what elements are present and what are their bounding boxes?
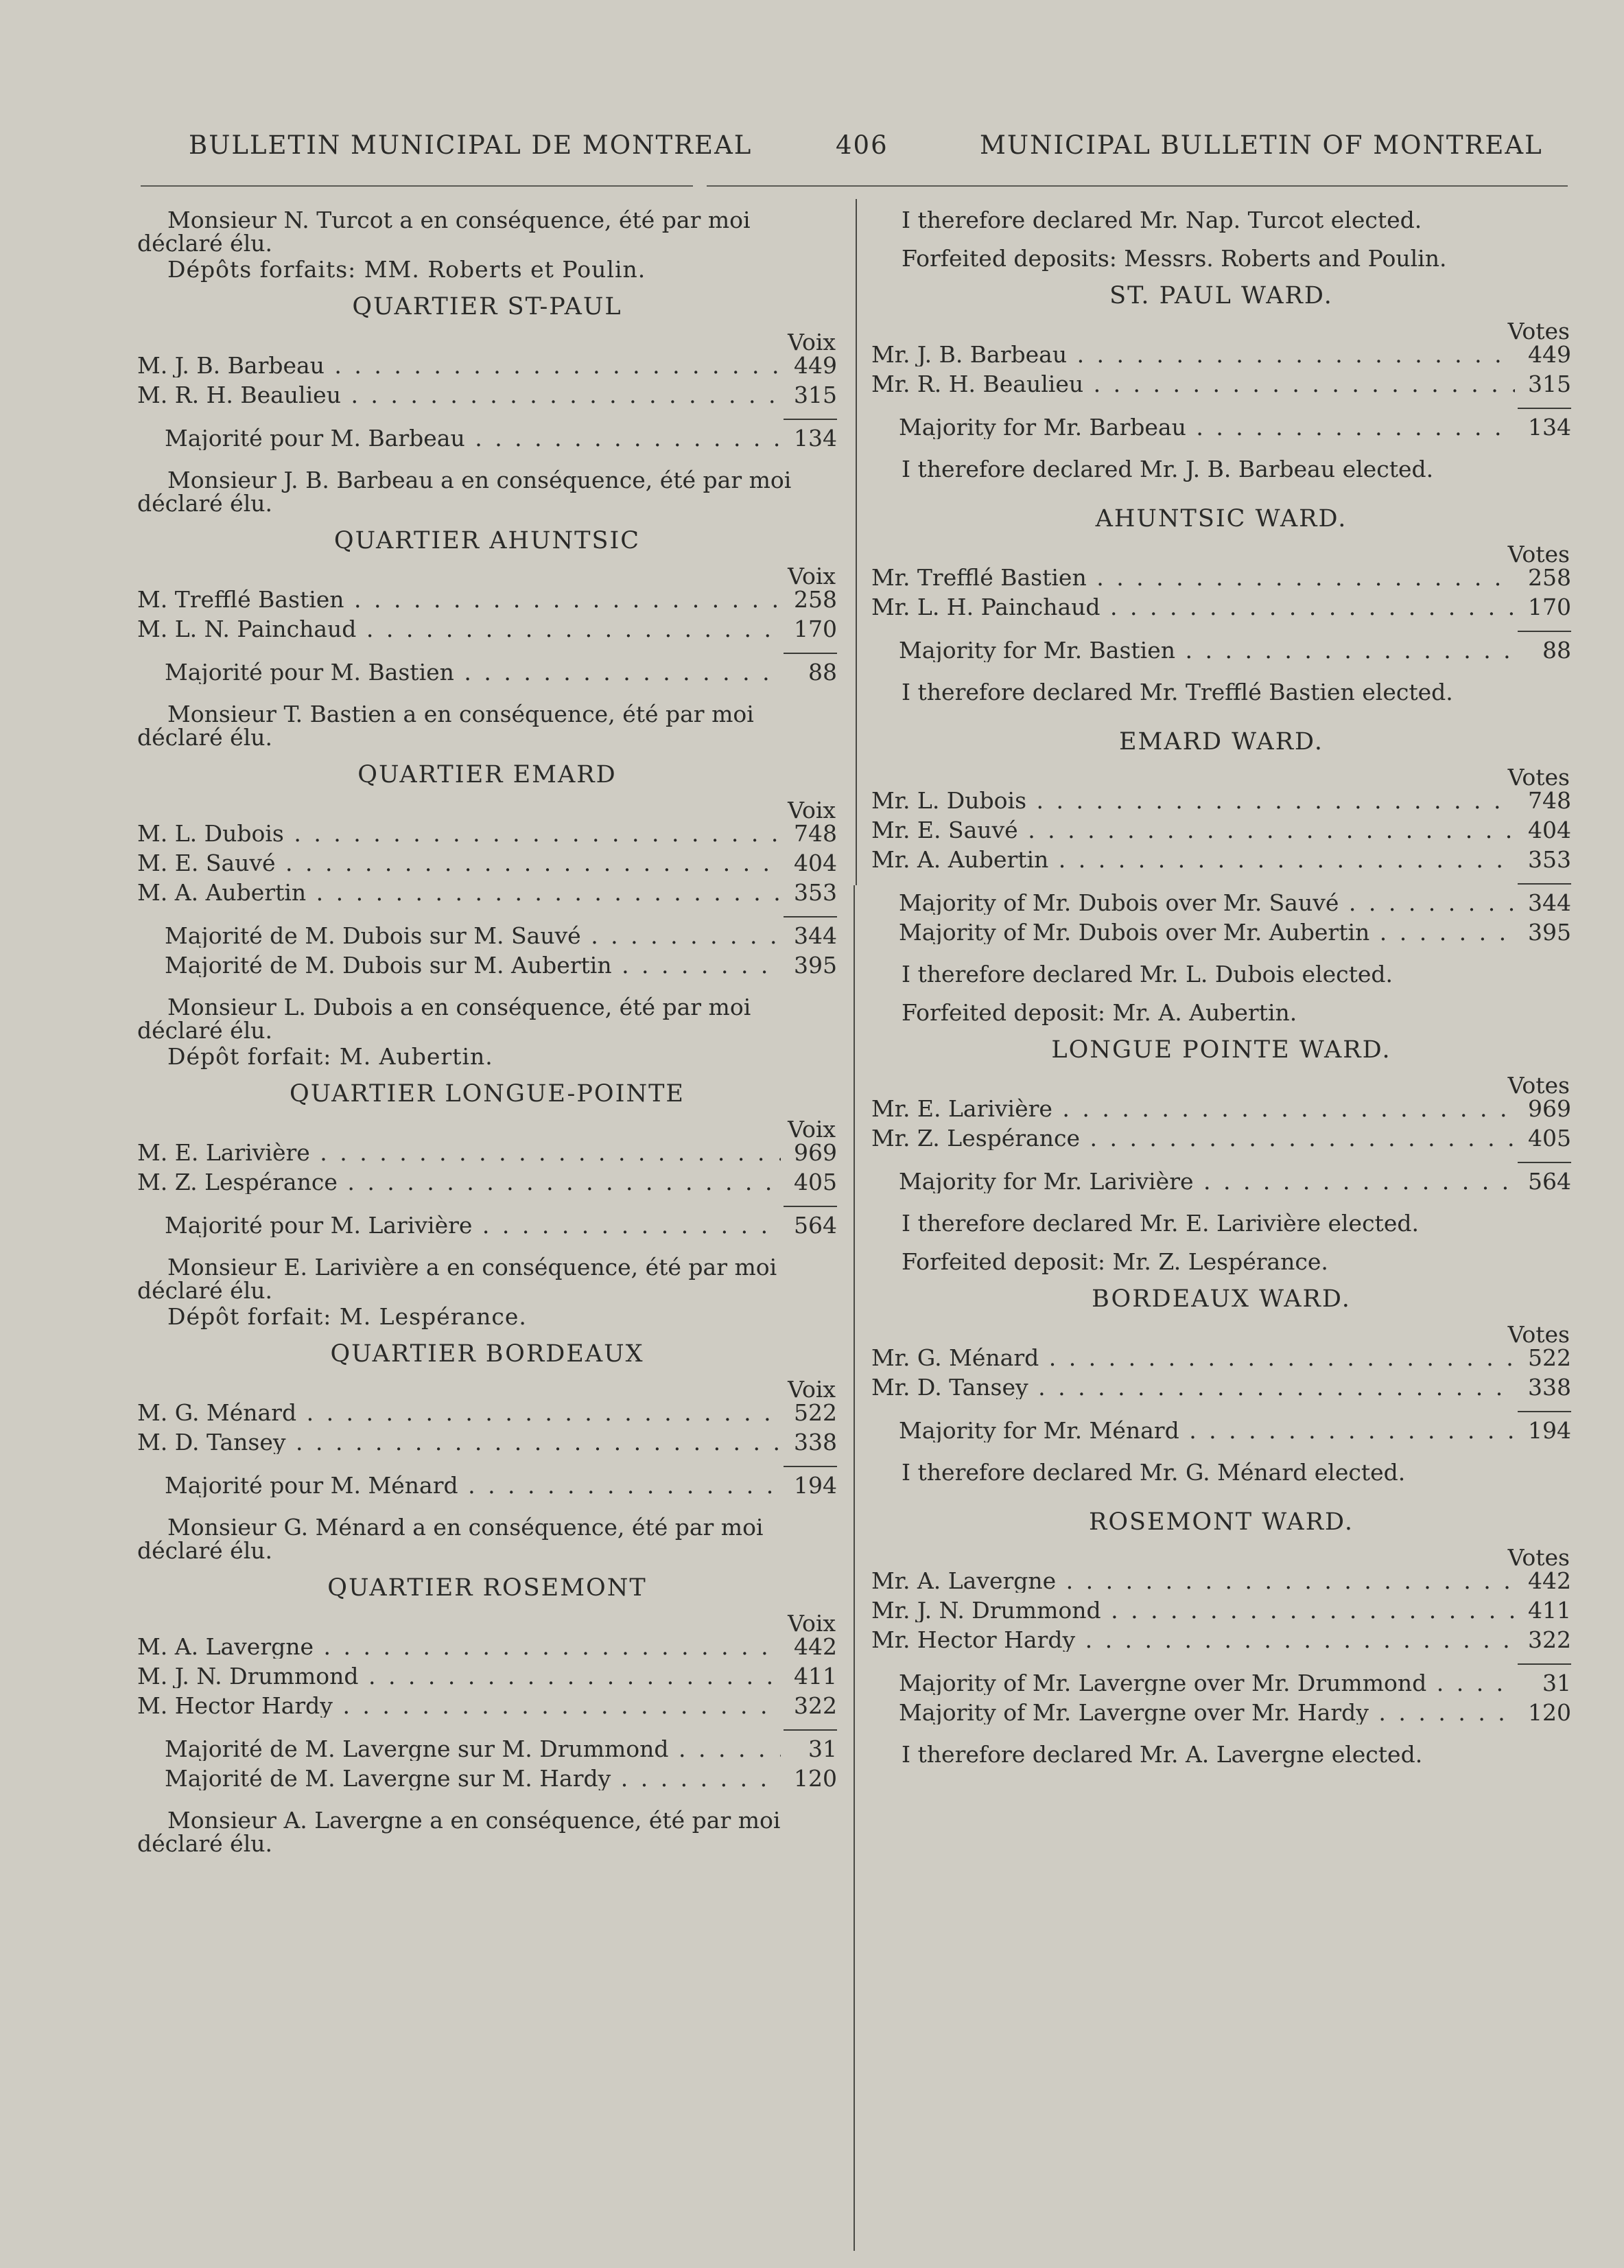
sum-rule — [1518, 1162, 1571, 1163]
ward-title: QUARTIER ST-PAUL — [352, 293, 622, 320]
candidate-votes: 411 — [794, 1663, 837, 1690]
majority-label: Majorité pour M. Bastien . . . — [165, 661, 781, 684]
ward-title: ST. PAUL WARD. — [1109, 282, 1333, 309]
candidate-row — [871, 596, 1571, 625]
majority-row — [137, 661, 837, 690]
candidate-name: M. L. Dubois . . . — [137, 822, 781, 845]
majority-row — [137, 1474, 837, 1504]
declaration: Monsieur L. Dubois a en conséquence, été par moi déclaré élu. — [137, 994, 751, 1044]
candidate-name: M. Hector Hardy . . . — [137, 1694, 781, 1718]
declaration: I therefore declared Mr. A. Lavergne elected. — [902, 1741, 1423, 1768]
majority-label: Majorité de M. Lavergne sur M. Hardy . . . — [165, 1767, 781, 1790]
declaration: Monsieur E. Larivière a en conséquence, été par moi déclaré élu. — [137, 1254, 777, 1304]
candidate-row — [871, 1569, 1571, 1599]
ward-title: BORDEAUX WARD. — [1092, 1285, 1351, 1313]
votes-header: Voix — [788, 1116, 836, 1143]
candidate-votes: 315 — [794, 382, 837, 408]
candidate-row — [137, 354, 837, 384]
votes-header: Voix — [788, 797, 836, 823]
majority-value: 194 — [1528, 1417, 1571, 1444]
majority-value: 120 — [1528, 1699, 1571, 1726]
majority-value: 88 — [1542, 637, 1571, 664]
majority-label: Majorité pour M. Larivière . . . — [165, 1214, 781, 1237]
majority-row — [137, 1735, 837, 1767]
header-rule-right — [707, 185, 1568, 187]
candidate-name: M. R. H. Beaulieu . . . — [137, 384, 781, 407]
candidate-votes: 405 — [1528, 1125, 1571, 1151]
column-divider-bottom — [854, 885, 855, 2251]
ward-section — [137, 295, 837, 515]
candidate-name: M. A. Lavergne . . . — [137, 1635, 781, 1659]
declaration: I therefore declared Mr. J. B. Barbeau elected. — [902, 456, 1434, 482]
declaration: Monsieur J. B. Barbeau a en conséquence, été par moi déclaré élu. — [137, 467, 792, 517]
candidate-name: M. E. Sauvé . . . — [137, 852, 781, 875]
intro-declaration: I therefore declared Mr. Nap. Turcot elected. — [902, 207, 1422, 233]
ward-title: QUARTIER BORDEAUX — [330, 1340, 644, 1368]
declaration: Monsieur T. Bastien a en conséquence, été par moi déclaré élu. — [137, 701, 754, 751]
ward-section — [137, 529, 837, 749]
majority-value: 31 — [1542, 1670, 1571, 1696]
candidate-votes: 449 — [794, 352, 837, 379]
candidate-votes: 338 — [1528, 1374, 1571, 1401]
ward-section — [871, 1287, 1571, 1497]
candidate-name: M. L. N. Painchaud . . . — [137, 618, 781, 641]
candidate-name: Mr. Z. Lespérance . . . — [871, 1127, 1515, 1150]
candidate-row — [871, 848, 1571, 878]
candidate-row — [871, 1097, 1571, 1127]
candidate-name: Mr. A. Lavergne . . . — [871, 1569, 1515, 1593]
votes-header: Votes — [1507, 1072, 1570, 1099]
page-number: 406 — [836, 130, 889, 160]
ward-section — [137, 1342, 837, 1563]
sum-rule — [1518, 631, 1571, 632]
ward-section — [871, 730, 1571, 1025]
majority-row — [871, 891, 1571, 921]
votes-header: Votes — [1507, 1321, 1570, 1348]
candidate-name: M. Trefflé Bastien . . . — [137, 588, 781, 611]
candidate-row — [871, 343, 1571, 373]
candidate-votes: 322 — [1528, 1626, 1571, 1653]
candidate-row — [137, 1431, 837, 1460]
candidate-row — [137, 1694, 837, 1724]
candidate-row — [137, 1635, 837, 1665]
majority-value: 88 — [808, 659, 837, 686]
majority-value: 134 — [794, 425, 837, 452]
candidate-votes: 170 — [1528, 594, 1571, 620]
candidate-name: M. J. B. Barbeau . . . — [137, 354, 781, 377]
candidate-row — [871, 566, 1571, 596]
candidate-row — [137, 1665, 837, 1694]
majority-label: Majority of Mr. Dubois over Mr. Sauvé . . . — [899, 891, 1515, 915]
majority-label: Majority for Mr. Ménard . . . — [899, 1419, 1515, 1442]
candidate-name: Mr. D. Tansey . . . — [871, 1376, 1515, 1399]
candidate-name: M. Z. Lespérance . . . — [137, 1171, 781, 1194]
sum-rule — [784, 1466, 837, 1467]
majority-value: 344 — [1528, 889, 1571, 916]
majority-value: 194 — [794, 1472, 837, 1499]
votes-header: Votes — [1507, 541, 1570, 568]
candidate-name: Mr. Hector Hardy . . . — [871, 1628, 1515, 1652]
ward-section — [871, 507, 1571, 716]
column-divider-top — [856, 199, 857, 885]
majority-value: 134 — [1528, 414, 1571, 441]
candidate-votes: 338 — [794, 1429, 837, 1456]
majority-value: 31 — [808, 1735, 837, 1762]
votes-header: Votes — [1507, 764, 1570, 791]
candidate-votes: 442 — [1528, 1567, 1571, 1594]
majority-row — [871, 416, 1571, 445]
majority-row — [871, 1672, 1571, 1701]
ward-title: QUARTIER EMARD — [357, 761, 617, 788]
majority-label: Majority for Mr. Larivière . . . — [899, 1170, 1515, 1193]
votes-header: Voix — [788, 329, 836, 355]
majority-label: Majority of Mr. Lavergne over Mr. Hardy . . . — [899, 1701, 1515, 1725]
candidate-name: M. D. Tansey . . . — [137, 1431, 781, 1454]
majority-row — [137, 924, 837, 954]
ward-section — [871, 1038, 1571, 1274]
majority-value: 564 — [1528, 1168, 1571, 1195]
candidate-row — [871, 1628, 1571, 1658]
declaration: Monsieur G. Ménard a en conséquence, été par moi déclaré élu. — [137, 1514, 764, 1564]
majority-label: Majorité de M. Dubois sur M. Aubertin . . . — [165, 954, 781, 977]
candidate-name: Mr. Trefflé Bastien . . . — [871, 566, 1515, 589]
candidate-row — [137, 1141, 837, 1171]
candidate-votes: 442 — [794, 1633, 837, 1660]
majority-row — [871, 1170, 1571, 1200]
declaration: I therefore declared Mr. E. Larivière elected. — [902, 1210, 1419, 1237]
votes-header: Voix — [788, 1610, 836, 1637]
candidate-votes: 748 — [794, 820, 837, 847]
candidate-votes: 411 — [1528, 1597, 1571, 1624]
candidate-votes: 258 — [794, 586, 837, 613]
forfeited-deposit: Forfeited deposit: Mr. A. Aubertin. — [902, 999, 1297, 1026]
candidate-row — [871, 1599, 1571, 1628]
candidate-name: Mr. E. Larivière . . . — [871, 1097, 1515, 1121]
candidate-votes: 449 — [1528, 341, 1571, 368]
sum-rule — [784, 916, 837, 917]
forfeited-deposit: Dépôt forfait: M. Aubertin. — [167, 1043, 493, 1070]
candidate-row — [137, 1401, 837, 1431]
candidate-name: M. A. Aubertin . . . — [137, 881, 781, 904]
sum-rule — [1518, 1663, 1571, 1665]
majority-value: 120 — [794, 1765, 837, 1792]
candidate-name: Mr. E. Sauvé . . . — [871, 819, 1515, 842]
candidate-row — [871, 819, 1571, 848]
candidate-votes: 353 — [1528, 846, 1571, 873]
declaration: I therefore declared Mr. G. Ménard elected. — [902, 1459, 1406, 1486]
votes-header: Votes — [1507, 1544, 1570, 1571]
candidate-row — [137, 384, 837, 413]
candidate-name: Mr. A. Aubertin . . . — [871, 848, 1515, 872]
ward-title: AHUNTSIC WARD. — [1095, 505, 1348, 533]
ward-section — [137, 1082, 837, 1329]
sum-rule — [1518, 883, 1571, 885]
majority-row — [871, 1419, 1571, 1449]
candidate-row — [871, 789, 1571, 819]
majority-row — [137, 954, 837, 983]
header-rule-left — [141, 185, 693, 187]
majority-value: 395 — [1528, 919, 1571, 946]
candidate-name: Mr. G. Ménard . . . — [871, 1346, 1515, 1370]
majority-value: 395 — [794, 952, 837, 979]
candidate-row — [871, 1346, 1571, 1376]
majority-row — [871, 921, 1571, 950]
candidate-row — [871, 1127, 1571, 1156]
header-french-title: BULLETIN MUNICIPAL DE MONTREAL — [189, 130, 753, 160]
candidate-name: Mr. L. H. Painchaud . . . — [871, 596, 1515, 619]
majority-label: Majority of Mr. Dubois over Mr. Aubertin . . . — [899, 921, 1515, 944]
candidate-name: Mr. J. B. Barbeau . . . — [871, 343, 1515, 366]
declaration: I therefore declared Mr. Trefflé Bastien elected. — [902, 679, 1453, 705]
majority-label: Majorité de M. Dubois sur M. Sauvé . . . — [165, 924, 781, 948]
candidate-votes: 170 — [794, 616, 837, 642]
ward-title: QUARTIER LONGUE-POINTE — [290, 1080, 685, 1108]
candidate-votes: 522 — [1528, 1344, 1571, 1371]
ward-title: LONGUE POINTE WARD. — [1051, 1036, 1391, 1064]
intro-deposits: Forfeited deposits: Messrs. Roberts and Poulin. — [902, 245, 1447, 272]
majority-label: Majorité de M. Lavergne sur M. Drummond . . . — [165, 1738, 781, 1761]
majority-label: Majority for Mr. Barbeau . . . — [899, 416, 1515, 439]
declaration: I therefore declared Mr. L. Dubois elected. — [902, 961, 1393, 987]
candidate-votes: 522 — [794, 1399, 837, 1426]
candidate-votes: 353 — [794, 879, 837, 906]
candidate-votes: 969 — [794, 1139, 837, 1166]
ward-section — [871, 1510, 1571, 1766]
majority-value: 564 — [794, 1212, 837, 1239]
sum-rule — [784, 419, 837, 420]
sum-rule — [784, 1729, 837, 1731]
majority-label: Majority for Mr. Bastien . . . — [899, 639, 1515, 662]
candidate-name: M. E. Larivière . . . — [137, 1141, 781, 1165]
candidate-name: M. J. N. Drummond . . . — [137, 1665, 781, 1688]
ward-title: EMARD WARD. — [1118, 728, 1323, 756]
candidate-votes: 322 — [794, 1692, 837, 1719]
candidate-votes: 969 — [1528, 1095, 1571, 1122]
french-column — [137, 206, 837, 1867]
majority-row — [137, 1767, 837, 1797]
candidate-votes: 405 — [794, 1169, 837, 1195]
votes-header: Voix — [788, 563, 836, 589]
ward-title: QUARTIER ROSEMONT — [327, 1574, 647, 1602]
sum-rule — [1518, 408, 1571, 409]
sum-rule — [784, 1206, 837, 1207]
candidate-row — [137, 881, 837, 911]
majority-row — [871, 1701, 1571, 1731]
majority-value: 344 — [794, 922, 837, 949]
candidate-row — [137, 588, 837, 618]
candidate-row — [871, 1376, 1571, 1405]
candidate-votes: 315 — [1528, 371, 1571, 397]
candidate-name: M. G. Ménard . . . — [137, 1401, 781, 1425]
majority-label: Majorité pour M. Ménard . . . — [165, 1474, 781, 1497]
candidate-row — [871, 373, 1571, 402]
intro-declaration: Monsieur N. Turcot a en conséquence, été par moi déclaré élu. — [137, 207, 751, 257]
ward-section — [137, 1576, 837, 1856]
header-english-title: MUNICIPAL BULLETIN OF MONTREAL — [980, 130, 1543, 160]
english-column — [871, 206, 1571, 1777]
candidate-name: Mr. R. H. Beaulieu . . . — [871, 373, 1515, 396]
candidate-name: Mr. J. N. Drummond . . . — [871, 1599, 1515, 1622]
votes-header: Voix — [788, 1376, 836, 1403]
sum-rule — [1518, 1411, 1571, 1412]
votes-header: Votes — [1507, 318, 1570, 344]
sum-rule — [784, 653, 837, 654]
majority-row — [137, 427, 837, 456]
candidate-votes: 748 — [1528, 787, 1571, 814]
ward-title: QUARTIER AHUNTSIC — [333, 527, 641, 554]
intro-deposits: Dépôts forfaits: MM. Roberts et Poulin. — [167, 256, 646, 283]
ward-title: ROSEMONT WARD. — [1089, 1508, 1354, 1536]
candidate-name: Mr. L. Dubois . . . — [871, 789, 1515, 812]
majority-label: Majority of Mr. Lavergne over Mr. Drummond . . . — [899, 1672, 1515, 1695]
forfeited-deposit: Forfeited deposit: Mr. Z. Lespérance. — [902, 1248, 1328, 1275]
ward-section — [871, 284, 1571, 493]
ward-section — [137, 763, 837, 1068]
candidate-row — [137, 1171, 837, 1200]
declaration: Monsieur A. Lavergne a en conséquence, été par moi déclaré élu. — [137, 1807, 781, 1857]
majority-row — [137, 1214, 837, 1243]
forfeited-deposit: Dépôt forfait: M. Lespérance. — [167, 1303, 527, 1330]
candidate-row — [137, 618, 837, 647]
candidate-votes: 404 — [794, 850, 837, 876]
candidate-row — [137, 822, 837, 852]
candidate-votes: 258 — [1528, 564, 1571, 591]
candidate-row — [137, 852, 837, 881]
majority-row — [871, 639, 1571, 668]
candidate-votes: 404 — [1528, 817, 1571, 843]
majority-label: Majorité pour M. Barbeau . . . — [165, 427, 781, 450]
